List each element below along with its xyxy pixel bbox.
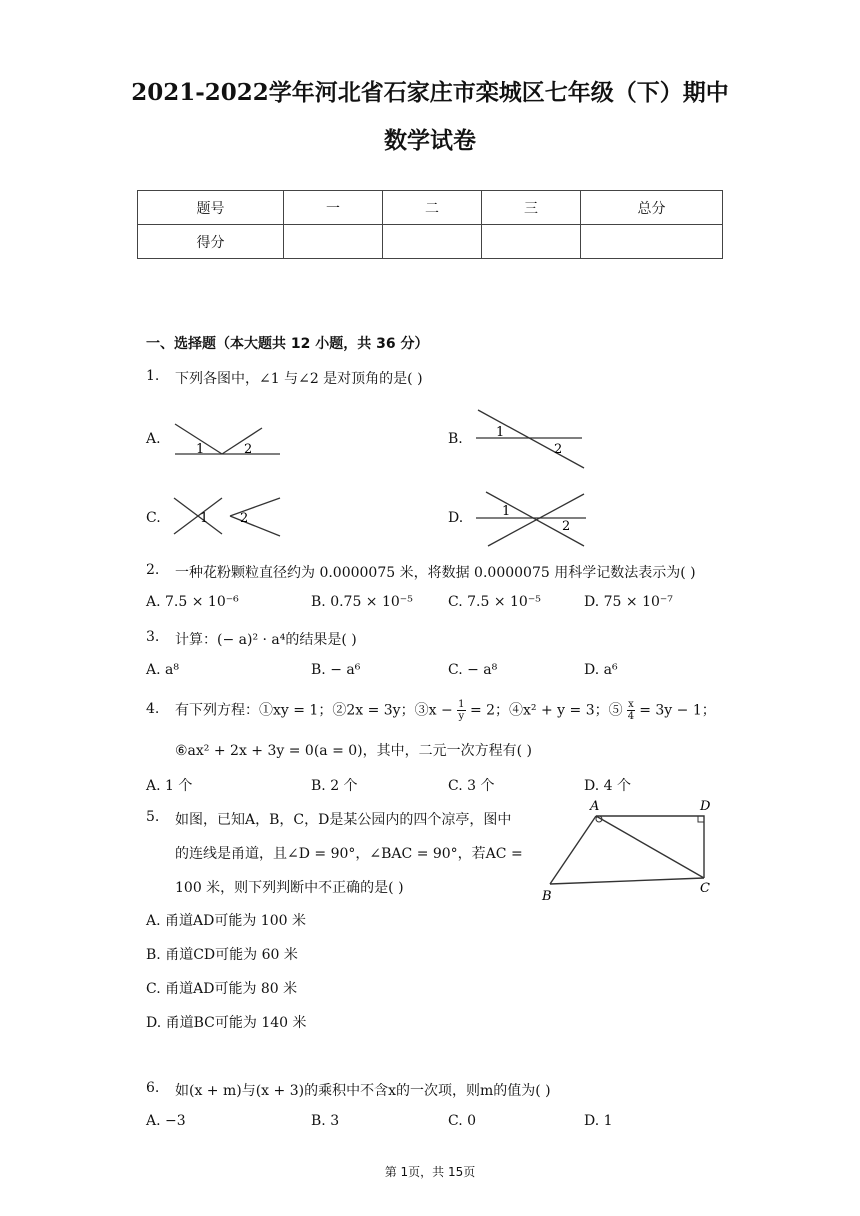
table-row: [138, 225, 723, 259]
table-row: [138, 191, 723, 225]
point-label-d: D: [700, 799, 711, 814]
option-label: A. 甬道AD可能为 100 米: [146, 913, 306, 929]
option-label: B. 3: [311, 1113, 340, 1129]
question-text: 下列各图中，∠1 与∠2 是对顶角的是( ): [175, 371, 423, 387]
option-label: D. 4 个: [584, 778, 631, 794]
table-cell: 一: [284, 191, 383, 225]
page-subtitle: 数学试卷: [384, 127, 476, 154]
question-text-line2: ⑥ax² + 2x + 3y = 0(a = 0)，其中，二元一次方程有( ): [175, 743, 533, 759]
option-label: A.: [146, 431, 161, 447]
option-label: D. a⁶: [584, 662, 618, 678]
figure-angle-a: [170, 420, 285, 460]
page-title: 2021-2022学年河北省石家庄市栾城区七年级（下）期中: [131, 79, 729, 106]
question-text: 一种花粉颗粒直径约为 0.0000075 米，将数据 0.0000075 用科学记数法表示为( ): [175, 565, 696, 581]
question-number: 1.: [146, 368, 160, 384]
table-cell: 题号: [138, 191, 284, 225]
option-label: D. 75 × 10⁻⁷: [584, 594, 673, 610]
option-label: C. 3 个: [448, 778, 495, 794]
question-text-line: 如图，已知A，B，C，D是某公园内的四个凉亭，图中: [175, 812, 512, 828]
page-footer: 第 1页，共 15页: [384, 1165, 476, 1179]
table-cell: [383, 225, 482, 259]
question-text-line: 100 米，则下列判断中不正确的是( ): [175, 880, 404, 896]
figure-quadrilateral: [538, 796, 728, 908]
question-number: 3.: [146, 629, 160, 645]
question-number: 2.: [146, 562, 160, 578]
option-label: D. 甬道BC可能为 140 米: [146, 1015, 307, 1031]
option-label: C. 甬道AD可能为 80 米: [146, 981, 298, 997]
figure-angle-c: [170, 494, 285, 540]
question-number: 4.: [146, 701, 160, 717]
option-label: B.: [448, 431, 463, 447]
table-cell: [581, 225, 723, 259]
fraction: $\frac{x}{4}$: [627, 699, 635, 722]
angle-label-1: 1: [196, 442, 205, 457]
score-table: [137, 190, 723, 259]
option-label: A. −3: [146, 1113, 186, 1129]
table-cell: 二: [383, 191, 482, 225]
option-label: B. 甬道CD可能为 60 米: [146, 947, 298, 963]
angle-label-2: 2: [240, 511, 249, 526]
point-label-a: A: [590, 799, 600, 814]
section-heading: 一、选择题（本大题共 12 小题，共 36 分）: [146, 336, 429, 352]
table-cell: 三: [482, 191, 581, 225]
table-cell: 得分: [138, 225, 284, 259]
angle-label-2: 2: [554, 442, 563, 457]
angle-label-2: 2: [244, 442, 253, 457]
option-label: D. 1: [584, 1113, 613, 1129]
table-cell: [284, 225, 383, 259]
option-label: D.: [448, 510, 464, 526]
question-number: 5.: [146, 809, 160, 825]
angle-label-1: 1: [200, 511, 209, 526]
option-label: B. 2 个: [311, 778, 358, 794]
angle-label-2: 2: [562, 519, 571, 534]
question-text: 如(x + m)与(x + 3)的乘积中不含x的一次项，则m的值为( ): [175, 1083, 551, 1099]
option-label: A. 7.5 × 10⁻⁶: [146, 594, 239, 610]
fraction: $\frac{1}{y}$: [458, 699, 465, 722]
angle-label-1: 1: [502, 504, 511, 519]
option-label: C. 7.5 × 10⁻⁵: [448, 594, 541, 610]
table-cell: [482, 225, 581, 259]
figure-angle-d: [474, 490, 589, 548]
option-label: C. − a⁸: [448, 662, 498, 678]
figure-angle-b: [474, 408, 589, 470]
option-label: A. a⁸: [146, 662, 179, 678]
option-label: A. 1 个: [146, 778, 193, 794]
option-label: B. − a⁶: [311, 662, 361, 678]
option-label: B. 0.75 × 10⁻⁵: [311, 594, 413, 610]
option-label: C.: [146, 510, 161, 526]
question-text: 计算：(− a)² · a⁴的结果是( ): [175, 632, 357, 648]
table-cell: 总分: [581, 191, 723, 225]
point-label-b: B: [542, 889, 552, 904]
angle-label-1: 1: [496, 425, 505, 440]
point-label-c: C: [700, 881, 710, 896]
question-text: 有下列方程：①xy = 1；②2x = 3y；③x − $\frac{1}{y}$ = 2；④x² + y = 3；⑤ $\frac{x}{4}$ = 3y − 1；: [175, 699, 716, 722]
option-label: C. 0: [448, 1113, 477, 1129]
question-number: 6.: [146, 1080, 160, 1096]
question-text-line: 的连线是甬道，且∠D = 90°，∠BAC = 90°，若AC =: [175, 846, 523, 862]
